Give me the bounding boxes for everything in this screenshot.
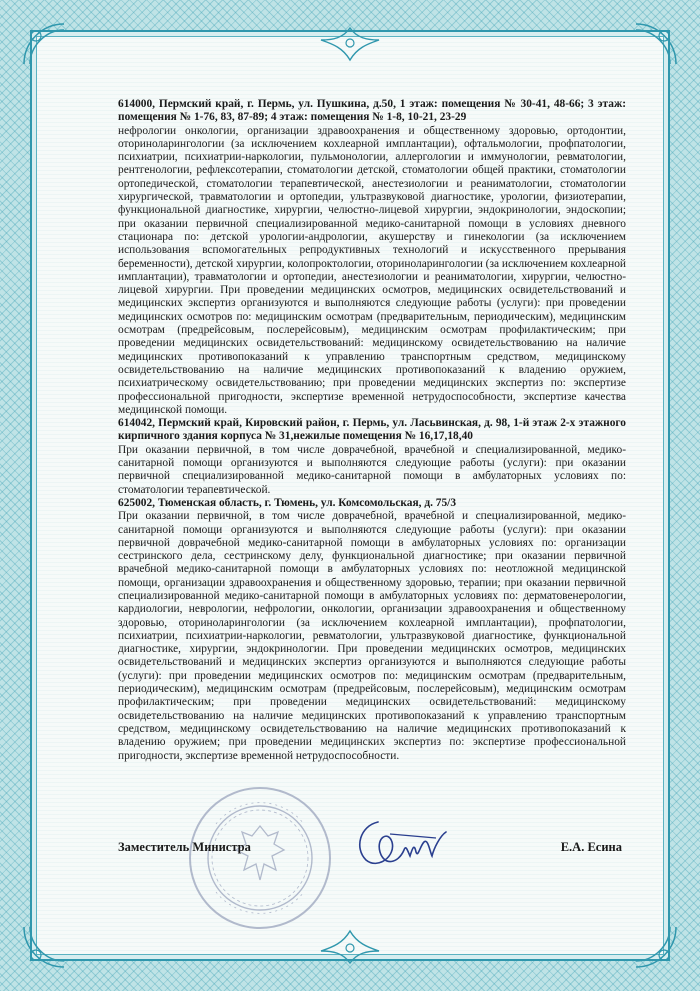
address-heading: 614042, Пермский край, Кировский район, г. Пермь, ул. Ласьвинская, д. 98, 1-й этаж 2-х этажного кирпичного здания корпуса № 31,нежилые помещения № 16,17,18,40 [118,417,626,443]
services-paragraph: При оказании первичной, в том числе доврачебной, врачебной и специализированной, медико-санитарной помощи организуются и выполняются следующие работы (услуги): при оказании первичной доврачебной медико-санитарной помощи в амбулаторных условиях по: организации сестринского дела, сестринскому делу, функциональной диагностике; при оказании первичной врачебной медико-санитарной помощи в амбулаторных условиях по: неотложной медицинской помощи, организации здравоохранения и общественному здоровью, терапии; при оказании первичной специализированной медико-санитарной помощи в амбулаторных условиях по: дерматовенерологии, кардиологии, неврологии, нефрологии, онкологии, организации здравоохранения и общественному здоровью, оториноларингологии (за исключением кохлеарной имплантации), профпатологии, психиатрии, психиатрии-наркологии, ревматологии, ультразвуковой диагностике, функциональной диагностике, хирургии, эндокринологии. При проведении медицинских осмотров, медицинских освидетельствований и медицинских экспертиз организуются и выполняются следующие работы (услуги): при проведении медицинских осмотров по: медицинским осмотрам (предварительным, периодическим), медицинским осмотрам (предрейсовым, послерейсовым), медицинским осмотрам профилактическим; при проведении медицинских освидетельствований: медицинскому освидетельствованию на наличие медицинских противопоказаний к управлению транспортным средством, медицинскому освидетельствованию на наличие медицинских противопоказаний к владению оружием; при проведении медицинских экспертиз по: экспертизе профессиональной пригодности, экспертизе временной нетрудоспособности. [118,510,626,762]
signatory-title: Заместитель Министра [118,840,251,854]
bottom-ornament-icon [315,929,385,965]
license-body [118,98,626,763]
services-paragraph: нефрологии онкологии, организации здравоохранения и общественному здоровью, ортодонтии, оториноларингологии (за исключением кохлеарной имплантации), офтальмологии, профпатологии, психиатрии, психиатрии-наркологии, пульмонологии, аллергологии и иммунологии, ревматологии, рентгенологии, рефлексотерапии, стоматологии детской, стоматологии общей практики, стоматологии ортопедической, стоматологии терапевтической, анестезиологии и реаниматологии, стоматологии хирургической, травматологии и ортопедии, ультразвуковой диагностике, урологии, физиотерапии, функциональной диагностике, хирургии, челюстно-лицевой хирургии, эндокринологии, эндоскопии; при оказании первичной специализированной медико-санитарной помощи в условиях дневного стационара по: детской урологии-андрологии, акушерству и гинекологии (за исключением использования вспомогательных репродуктивных технологий и искусственного прерывания беременности), детской хирургии, колопроктологии, оториноларингологии (за исключением кохлеарной имплантации), травматологии и ортопедии, анестезиологии и реаниматологии, хирургии, челюстно-лицевой хирургии. При проведении медицинских осмотров, медицинских освидетельствований и медицинских экспертиз организуются и выполняются следующие работы (услуги): при проведении медицинских осмотров по: медицинским осмотрам (предварительным, периодическим), медицинским осмотрам (предрейсовым, послерейсовым), медицинским осмотрам профилактическим; при проведении медицинских освидетельствований: медицинскому освидетельствованию на наличие медицинских противопоказаний к управлению транспортным средством, медицинскому освидетельствованию на наличие медицинских противопоказаний к владению оружием, психиатрическому освидетельствованию; при проведении медицинских экспертиз по: экспертизе профессиональной пригодности, экспертизе временной нетрудоспособности, экспертизе качества медицинской помощи. [118,124,626,416]
corner-ornament-icon [634,925,678,969]
services-paragraph: При оказании первичной, в том числе доврачебной, врачебной и специализированной, медико-санитарной помощи организуются и выполняются следующие работы (услуги): при оказании первичной специализированной медико-санитарной помощи в амбулаторных условиях по: стоматологии терапевтической. [118,443,626,496]
address-heading: 614000, Пермский край, г. Пермь, ул. Пушкина, д.50, 1 этаж: помещения № 30-41, 48-66; 3 этаж: помещения № 1-76, 83, 87-89; 4 этаж: помещения № 1-8, 10-21, 23-29 [118,98,626,124]
address-heading: 625002, Тюменская область, г. Тюмень, ул. Комсомольская, д. 75/3 [118,496,457,509]
signature-block [118,840,626,860]
top-ornament-icon [315,26,385,62]
signatory-name: Е.А. Есина [560,840,622,854]
corner-ornament-icon [22,22,66,66]
corner-ornament-icon [22,925,66,969]
corner-ornament-icon [634,22,678,66]
